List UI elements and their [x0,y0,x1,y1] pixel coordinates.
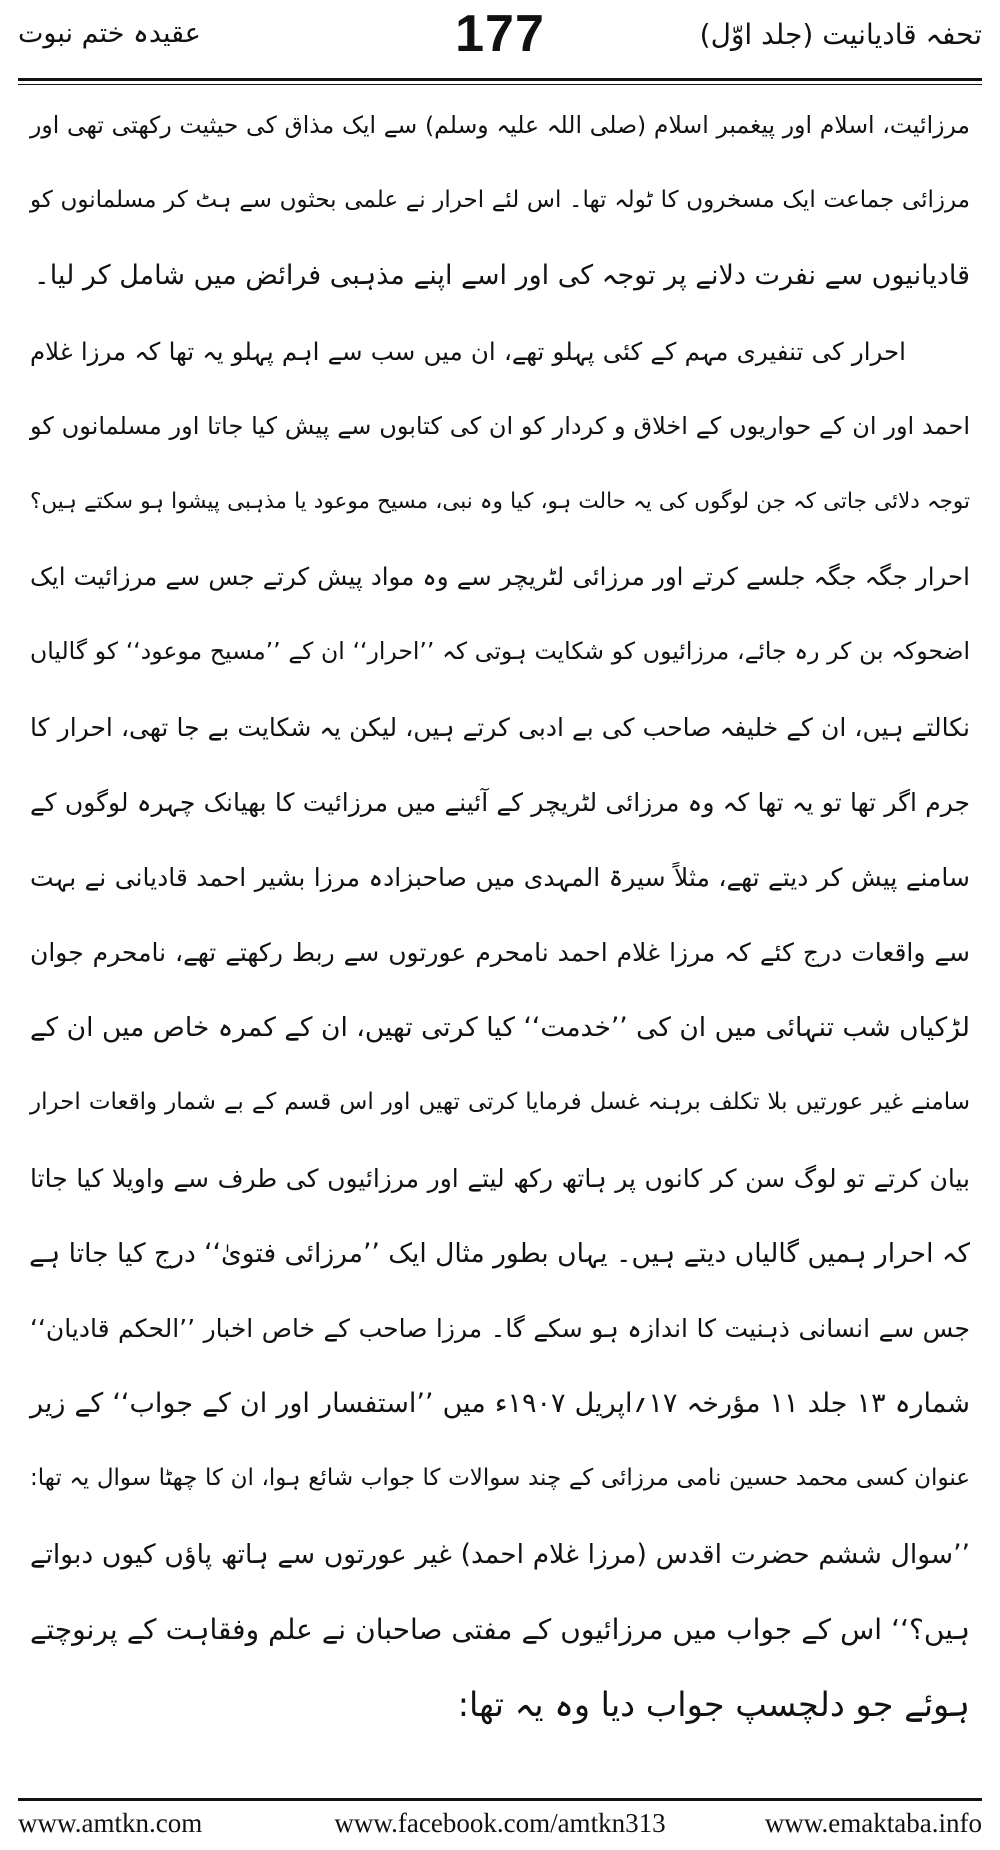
text-line: نکالتے ہیں، ان کے خلیفہ صاحب کی بے ادبی کرتے ہیں، لیکن یہ شکایت بے جا تھی، احرار کا [30,712,970,742]
body-text [30,88,970,1742]
header-divider [18,78,982,81]
text-line: ہیں؟‘‘ اس کے جواب میں مرزائیوں کے مفتی صاحبان نے علم وفقاہت کے پرنوچتے [30,1612,970,1646]
page-footer [18,1808,982,1844]
series-title: عقیدہ ختم نبوت [18,18,201,49]
text-line: قادیانیوں سے نفرت دلانے پر توجہ کی اور اسے اپنے مذہبی فرائض میں شامل کر لیا۔ [33,260,970,292]
text-line: شمارہ ۱۳ جلد ۱۱ مؤرخہ ۱۷؍اپریل ۱۹۰۷ء میں ’’استفسار اور ان کے جواب‘‘ کے زیر [30,1388,971,1420]
text-line: ہوئے جو دلچسپ جواب دیا وہ یہ تھا: [457,1684,970,1724]
text-line: احرار جگہ جگہ جلسے کرتے اور مرزائی لٹریچر سے وہ مواد پیش کرتے جس سے مرزائیت ایک [30,562,970,592]
text-line: سامنے غیر عورتیں بلا تکلف برہنہ غسل فرمایا کرتی تھیں اور اس قسم کے بے شمار واقعات احرار [30,1089,970,1116]
text-line: عنوان کسی محمد حسین نامی مرزائی کے چند سوالات کا جواب شائع ہوا، ان کا چھٹا سوال یہ تھا: [30,1465,970,1492]
footer-link-facebook[interactable]: www.facebook.com/amtkn313 [334,1808,666,1838]
text-line: مرزائیت، اسلام اور پیغمبر اسلام (صلی اللہ علیہ وسلم) سے ایک مذاق کی حیثیت رکھتی تھی اور [30,111,970,139]
text-line: لڑکیاں شب تنہائی میں ان کی ’’خدمت‘‘ کیا کرتی تھیں، ان کے کمرہ خاص میں ان کے [30,1012,970,1044]
text-line: کہ احرار ہمیں گالیاں دیتے ہیں۔ یہاں بطور مثال ایک ’’مرزائی فتویٰ‘‘ درج کیا جاتا ہے [29,1237,970,1269]
book-title: تحفہ قادیانیت (جلد اوّل) [699,18,982,51]
text-line: احرار کی تنفیری مہم کے کئی پہلو تھے، ان میں سب سے اہم پہلو یہ تھا کہ مرزا غلام [30,336,906,366]
text-line: سامنے پیش کر دیتے تھے، مثلاً سیرۃ المہدی میں صاحبزادہ مرزا بشیر احمد قادیانی نے بہت [30,862,970,892]
text-line: اضحوکہ بن کر رہ جائے، مرزائیوں کو شکایت ہوتی کہ ’’احرار‘‘ ان کے ’’مسیح موعود‘‘ کو گالیاں [30,637,970,666]
text-line: احمد اور ان کے حواریوں کے اخلاق و کردار کو ان کی کتابوں سے پیش کیا جاتا اور مسلمانوں کو [30,411,970,440]
text-line: توجہ دلائی جاتی کہ جن لوگوں کی یہ حالت ہو، کیا وہ نبی، مسیح موعود یا مذہبی پیشوا ہو سکتے ہیں؟ [30,488,970,514]
footer-link-amtkn[interactable]: www.amtkn.com [18,1808,203,1838]
text-line: ’’سوال ششم حضرت اقدس (مرزا غلام احمد) غیر عورتوں سے ہاتھ پاؤں کیوں دبواتے [30,1538,970,1570]
text-line: جس سے انسانی ذہنیت کا اندازہ ہو سکے گا۔ مرزا صاحب کے خاص اخبار ’’الحکم قادیان‘‘ [30,1314,970,1343]
text-line: مرزائی جماعت ایک مسخروں کا ٹولہ تھا۔ اس لئے احرار نے علمی بحثوں سے ہٹ کر مسلمانوں کو [30,187,970,214]
page-header [18,0,982,76]
text-line: بیان کرتے تو لوگ سن کر کانوں پر ہاتھ رکھ لیتے اور مرزائیوں کی طرف سے واویلا کیا جاتا [30,1163,970,1193]
footer-divider [18,1798,982,1801]
text-line: سے واقعات درج کئے کہ مرزا غلام احمد نامحرم عورتوں سے ربط رکھتے تھے، نامحرم جوان [30,938,970,968]
footer-link-emaktaba[interactable]: www.emaktaba.info [764,1808,982,1838]
page-number: 177 [455,5,545,63]
text-line: جرم اگر تھا تو یہ تھا کہ وہ مرزائی لٹریچر کے آئینے میں مرزائیت کا بھیانک چہرہ لوگوں کے [30,787,970,817]
